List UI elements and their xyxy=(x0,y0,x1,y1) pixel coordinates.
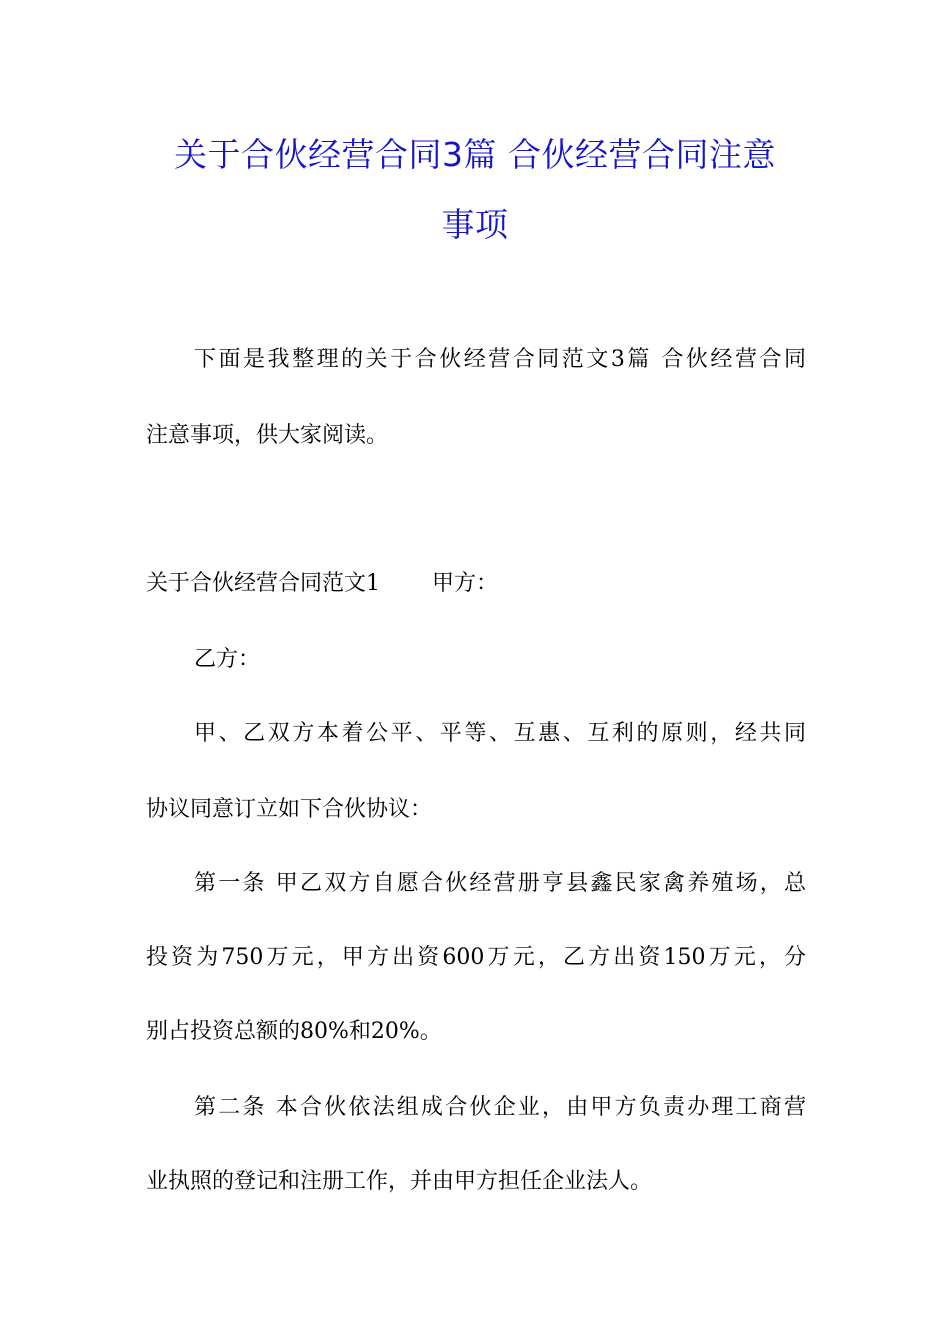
article-2-line-1: 第二条 本合伙依法组成合伙企业，由甲方负责办理工商营 xyxy=(194,1095,806,1120)
party-a-label: 甲方： xyxy=(432,571,499,596)
intro-paragraph-line-2: 注意事项，供大家阅读。 xyxy=(146,423,389,448)
paragraph-1-line-1: 甲、乙双方本着公平、平等、互惠、互利的原则，经共同 xyxy=(194,721,806,746)
document-title-line-2: 事项 xyxy=(441,205,509,244)
section-heading-row xyxy=(146,572,806,596)
article-2-line-2: 业执照的登记和注册工作，并由甲方担任企业法人。 xyxy=(146,1169,653,1194)
document-title-line-1: 关于合伙经营合同3篇 合伙经营合同注意 xyxy=(174,135,776,174)
paragraph-1-line-2: 协议同意订立如下合伙协议： xyxy=(146,797,433,822)
intro-paragraph-line-1: 下面是我整理的关于合伙经营合同范文3篇 合伙经营合同 xyxy=(194,347,806,372)
article-1-line-2: 投资为750万元，甲方出资600万元，乙方出资150万元，分 xyxy=(146,945,806,970)
article-1-line-3: 别占投资总额的80%和20%。 xyxy=(146,1019,442,1044)
party-b-label: 乙方： xyxy=(194,647,261,672)
section-heading: 关于合伙经营合同范文1 xyxy=(146,571,380,596)
article-1-line-1: 第一条 甲乙双方自愿合伙经营册亨县鑫民家禽养殖场，总 xyxy=(194,871,806,896)
